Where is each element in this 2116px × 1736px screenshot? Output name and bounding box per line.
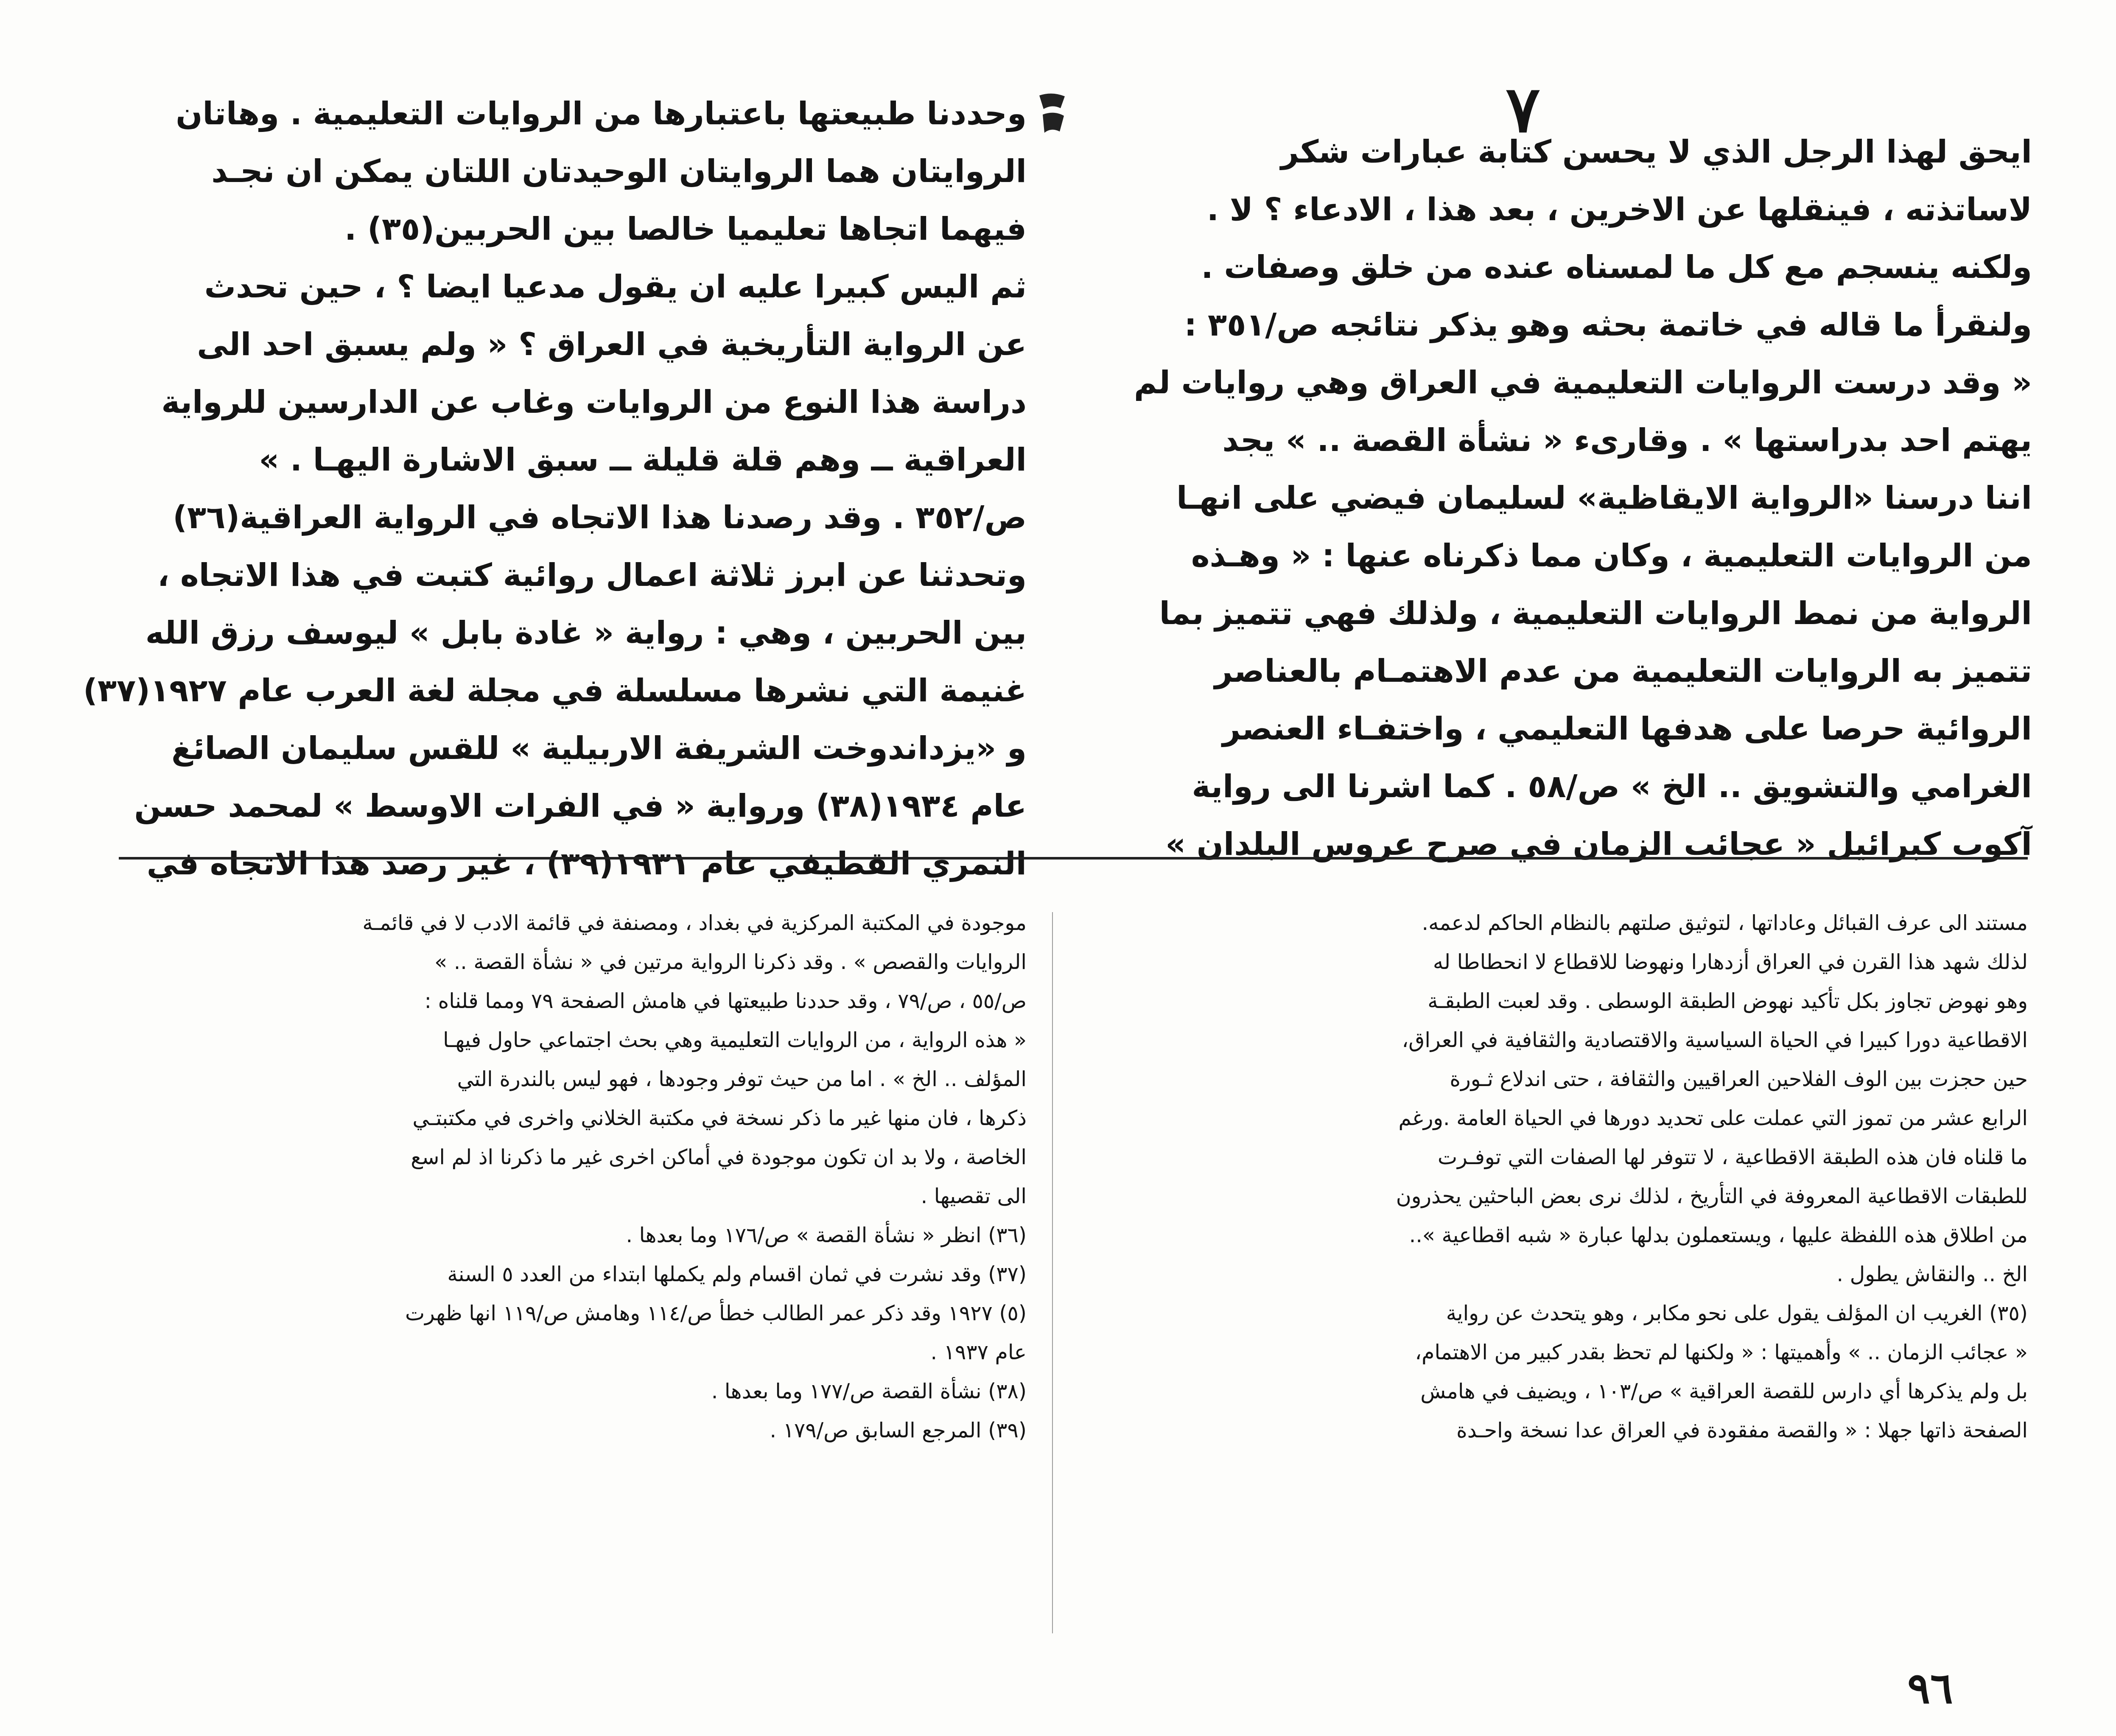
- text-line: الخاصة ، ولا بد ان تكون موجودة في أماكن اخرى غير ما ذكرنا اذ لم اسع: [411, 1145, 1027, 1169]
- text-line: ولكنه ينسجم مع كل ما لمسناه عنده من خلق وصفات .: [1201, 249, 2032, 286]
- text-line: وتحدثنا عن ابرز ثلاثة اعمال روائية كتبت في هذا الاتجاه ،: [157, 557, 1027, 594]
- text-line: من الروايات التعليمية ، وكان مما ذكرناه عنها : « وهـذه: [1191, 538, 2032, 574]
- text-line: لذلك شهد هذا القرن في العراق أزدهارا ونهوضا للاقطاع لا انحطاطا له: [1433, 950, 2028, 974]
- text-line: عام ١٩٣٧ .: [930, 1340, 1027, 1364]
- text-line: عام ١٩٣٤(٣٨) ورواية « في الفرات الاوسط » لمحمد حسن: [134, 788, 1027, 824]
- text-line: الروايات والقصص » . وقد ذكرنا الرواية مرتين في « نشأة القصة .. »: [434, 950, 1027, 974]
- text-line: ما قلناه فان هذه الطبقة الاقطاعية ، لا تتوفر لها الصفات التي توفـرت: [1437, 1145, 2028, 1169]
- ornament-icon: [1035, 91, 1069, 138]
- text-line: (٣٦) انظر « نشأة القصة » ص/١٧٦ وما بعدها .: [626, 1223, 1027, 1247]
- text-line: فيهما اتجاها تعليميا خالصا بين الحربين(٣٥) .: [344, 211, 1027, 247]
- text-line: يهتم احد بدراستها » . وقارىء « نشأة القصة .. » يجد: [1222, 422, 2032, 459]
- text-line: اننا درسنا «الرواية الايقاظية» لسليمان فيضي على انهـا: [1176, 480, 2032, 516]
- text-line: المؤلف .. الخ » . اما من حيث توفر وجودها ، فهو ليس بالندرة التي: [457, 1067, 1027, 1091]
- text-line: بين الحربين ، وهي : رواية « غادة بابل » ليوسف رزق الله: [145, 615, 1027, 651]
- text-line: الصفحة ذاتها جهلا : « والقصة مفقودة في العراق عدا نسخة واحـدة: [1456, 1418, 2028, 1442]
- text-line: (٥) ١٩٢٧ وقد ذكر عمر الطالب خطأ ص/١١٤ وهامش ص/١١٩ انها ظهرت: [405, 1301, 1027, 1325]
- text-line: ذكرها ، فان منها غير ما ذكر نسخة في مكتبة الخلاني واخرى في مكتبتـي: [412, 1106, 1027, 1130]
- text-line: (٣٥) الغريب ان المؤلف يقول على نحو مكابر ، وهو يتحدث عن رواية: [1446, 1301, 2028, 1325]
- text-line: غنيمة التي نشرها مسلسلة في مجلة لغة العرب عام ١٩٢٧(٣٧): [83, 672, 1027, 709]
- text-line: عن الرواية التأريخية في العراق ؟ « ولم يسبق احد الى: [197, 326, 1027, 363]
- text-line: الرابع عشر من تموز التي عملت على تحديد دورها في الحياة العامة .ورغم: [1398, 1106, 2028, 1130]
- text-line: الخ .. والنقاش يطول .: [1836, 1262, 2028, 1286]
- text-line: الروايتان هما الروايتان الوحيدتان اللتان يمكن ان نجـد: [211, 153, 1027, 190]
- text-line: (٣٨) نشأة القصة ص/١٧٧ وما بعدها .: [711, 1379, 1027, 1403]
- footnotes-left-column: [102, 904, 1027, 1450]
- top-right-column: [1090, 123, 2032, 873]
- text-line: العراقية ــ وهم قلة قليلة ــ سبق الاشارة اليهـا . »: [259, 442, 1027, 478]
- text-line: الروائية حرصا على هدفها التعليمي ، واختفـاء العنصر: [1222, 711, 2032, 747]
- text-line: الاقطاعية دورا كبيرا في الحياة السياسية والاقتصادية والثقافية في العراق،: [1402, 1028, 2028, 1052]
- text-line: موجودة في المكتبة المركزية في بغداد ، ومصنفة في قائمة الادب لا في قائمـة: [362, 911, 1027, 935]
- text-line: ثم اليس كبيرا عليه ان يقول مدعيا ايضا ؟ ، حين تحدث: [204, 269, 1027, 305]
- text-line: الى تقصيها .: [921, 1184, 1027, 1208]
- text-line: و «يزداندوخت الشريفة الاربيلية » للقس سليمان الصائغ: [171, 730, 1027, 767]
- text-line: بل ولم يذكرها أي دارس للقصة العراقية » ص/١٠٣ ، ويضيف في هامش: [1420, 1379, 2028, 1403]
- text-line: تتميز به الروايات التعليمية من عدم الاهتمـام بالعناصر: [1214, 653, 2032, 689]
- text-line: مستند الى عرف القبائل وعاداتها ، لتوثيق صلتهم بالنظام الحاكم لدعمه.: [1422, 911, 2028, 935]
- text-line: حين حجزت بين الوف الفلاحين العراقيين والثقافة ، حتى اندلاع ثـورة: [1450, 1067, 2028, 1091]
- text-line: النمري القطيفي عام ١٩٣١(٣٩) ، غير رصد هذا الاتجاه في: [146, 846, 1027, 882]
- column-divider: [1052, 912, 1053, 1633]
- text-line: ص/٥٥ ، ص/٧٩ ، وقد حددنا طبيعتها في هامش الصفحة ٧٩ ومما قلناه :: [424, 989, 1027, 1013]
- text-line: للطبقات الاقطاعية المعروفة في التأريخ ، لذلك نرى بعض الباحثين يحذرون: [1396, 1184, 2028, 1208]
- text-line: وهو نهوض تجاوز بكل تأكيد نهوض الطبقة الوسطى . وقد لعبت الطبقـة: [1427, 989, 2028, 1013]
- text-line: ايحق لهذا الرجل الذي لا يحسن كتابة عبارات شكر: [1281, 134, 2032, 170]
- text-line: « وقد درست الروايات التعليمية في العراق وهي روايات لم: [1134, 364, 2032, 401]
- footnotes-right-column: [1103, 904, 2028, 1450]
- text-line: دراسة هذا النوع من الروايات وغاب عن الدارسين للرواية: [161, 384, 1027, 420]
- text-line: آكوب كبرائيل « عجائب الزمان في صرح عروس البلدان »: [1165, 826, 2032, 862]
- text-line: لاساتذته ، فينقلها عن الاخرين ، بعد هذا ، الادعاء ؟ لا .: [1206, 191, 2032, 228]
- text-line: وحددنا طبيعتها باعتبارها من الروايات التعليمية . وهاتان: [176, 95, 1027, 132]
- chapter-number: ٧: [1506, 72, 1540, 147]
- text-line: (٣٩) المرجع السابق ص/١٧٩ .: [770, 1418, 1027, 1442]
- text-line: « هذه الرواية ، من الروايات التعليمية وهي بحث اجتماعي حاول فيهـا: [443, 1028, 1027, 1052]
- text-line: الرواية من نمط الروايات التعليمية ، ولذلك فهي تتميز بما: [1159, 595, 2032, 632]
- text-line: من اطلاق هذه اللفظة عليها ، ويستعملون بدلها عبارة « شبه اقطاعية »..: [1409, 1223, 2028, 1247]
- text-line: (٣٧) وقد نشرت في ثمان اقسام ولم يكملها ابتداء من العدد ٥ السنة: [447, 1262, 1027, 1286]
- text-line: الغرامي والتشويق .. الخ » ص/٥٨ . كما اشرنا الى رواية: [1192, 768, 2032, 805]
- section-divider: [119, 857, 2028, 860]
- text-line: ولنقرأ ما قاله في خاتمة بحثه وهو يذكر نتائجه ص/٣٥١ :: [1184, 307, 2032, 343]
- page-number: ٩٦: [1907, 1663, 1953, 1713]
- text-line: « عجائب الزمان .. » وأهميتها : « ولكنها لم تحظ بقدر كبير من الاهتمام،: [1415, 1340, 2028, 1364]
- top-left-column: [83, 85, 1027, 893]
- text-line: ص/٣٥٢ . وقد رصدنا هذا الاتجاه في الرواية العراقية(٣٦): [173, 499, 1027, 536]
